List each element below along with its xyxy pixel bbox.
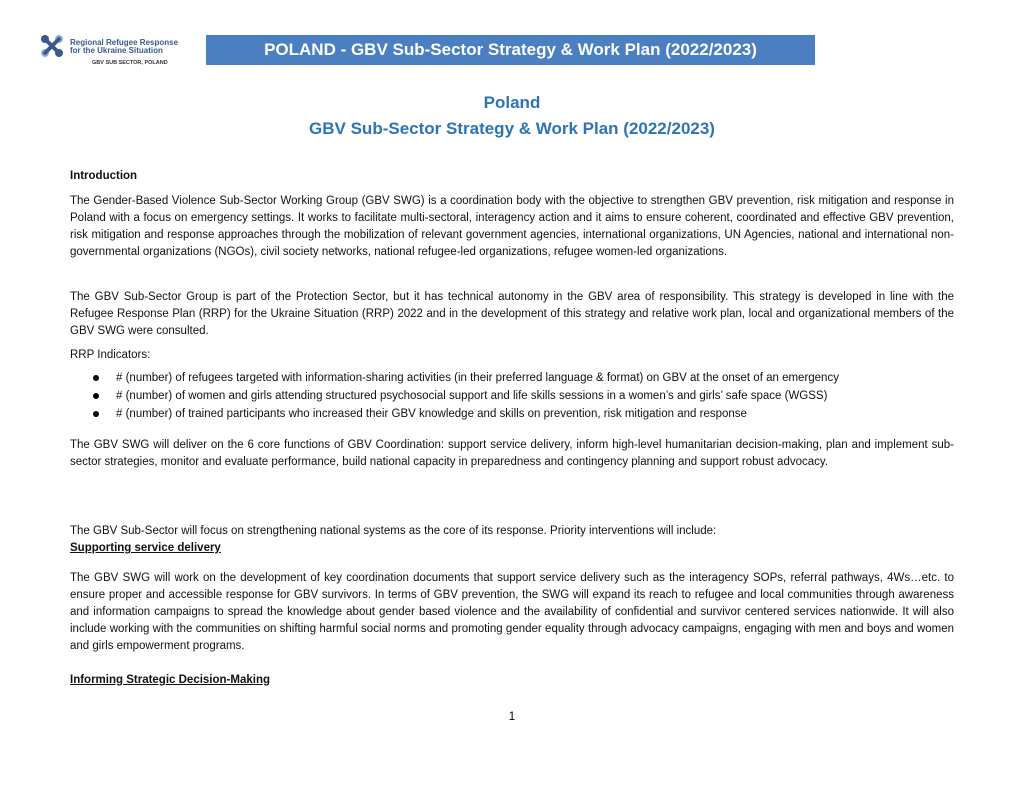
logo-text-line2: for the Ukraine Situation	[70, 46, 163, 55]
logo-text-line3: GBV SUB SECTOR, POLAND	[92, 60, 168, 66]
intro-paragraph-2: The GBV Sub-Sector Group is part of the Protection Sector, but it has technical autonomy in the GBV area of responsibility. This strategy is developed in line with the Refugee Response Plan (RRP) for the Ukraine Situation (RRP) 2022 and in the development of this strategy and relative work plan, local and organizational members of the GBV SWG were consulted.	[70, 291, 954, 337]
rrr-logo-icon	[36, 30, 68, 62]
intro-paragraph-1-block	[70, 193, 954, 261]
focus-block	[70, 523, 954, 557]
intro-heading: Introduction	[70, 170, 138, 182]
page-number: 1	[508, 711, 516, 723]
intro-paragraph-2-block	[70, 289, 954, 340]
indicator-item: # (number) of trained participants who increased their GBV knowledge and skills on prevention, risk mitigation and response	[70, 405, 954, 423]
intro-paragraph-1: The Gender-Based Violence Sub-Sector Working Group (GBV SWG) is a coordination body with the objective to strengthen GBV prevention, risk mitigation and response in Poland with a focus on emergency settings. It works to facilitate multi-sectoral, interagency action and it aims to ensure coherent, coordinated and effective GBV prevention, risk mitigation and response approaches through the mobilization of relevant government agencies, international organizations, UN Agencies, national and international non-governmental organizations (NGOs), civil society networks, national refugee-led organizations, refugee women-led organizations.	[70, 195, 954, 258]
logo-text-line1: Regional Refugee Response	[70, 38, 179, 47]
page-title: GBV Sub-Sector Strategy & Work Plan (2022/2023)	[309, 119, 715, 138]
decision-making-block	[70, 672, 954, 689]
logo	[36, 30, 186, 70]
core-functions-block	[70, 437, 954, 471]
rrp-indicators-block	[70, 347, 954, 423]
page-title-country: Poland	[483, 93, 541, 112]
focus-paragraph: The GBV Sub-Sector will focus on strengthening national systems as the core of its response. Priority interventions will include:	[70, 525, 717, 537]
intro-heading-block	[70, 168, 954, 185]
service-delivery-heading: Supporting service delivery	[70, 542, 221, 554]
indicator-item: # (number) of women and girls attending structured psychosocial support and life skills sessions in a women’s and girls’ safe space (WGSS)	[70, 387, 954, 405]
indicator-item: # (number) of refugees targeted with information-sharing activities (in their preferred language & format) on GBV at the onset of an emergency	[70, 369, 954, 387]
service-delivery-paragraph: The GBV SWG will work on the development of key coordination documents that support service delivery such as the interagency SOPs, referral pathways, 4Ws…etc. to ensure proper and accessible response for GBV survivors. In terms of GBV prevention, the SWG will expand its reach to refugee and local communities through awareness and information campaigns to spread the knowledge about gender based violence and the availability of confidential and survivor centered services nationwide. It will also include working with the communities on shifting harmful social norms and promoting gender equality through advocacy campaigns, engaging with men and boys and women and girls empowerment programs.	[70, 572, 954, 652]
core-functions-paragraph: The GBV SWG will deliver on the 6 core functions of GBV Coordination: support service delivery, inform high-level humanitarian decision-making, plan and implement sub-sector strategies, monitor and evaluate performance, build national capacity in preparedness and contingency planning and support robust advocacy.	[70, 439, 954, 468]
indicator-list	[70, 369, 954, 423]
service-delivery-block	[70, 570, 954, 655]
header-bar: POLAND - GBV Sub-Sector Strategy & Work Plan (2022/2023)	[206, 35, 815, 65]
rrp-indicators-label: RRP Indicators:	[70, 349, 151, 361]
decision-making-heading: Informing Strategic Decision-Making	[70, 674, 270, 686]
